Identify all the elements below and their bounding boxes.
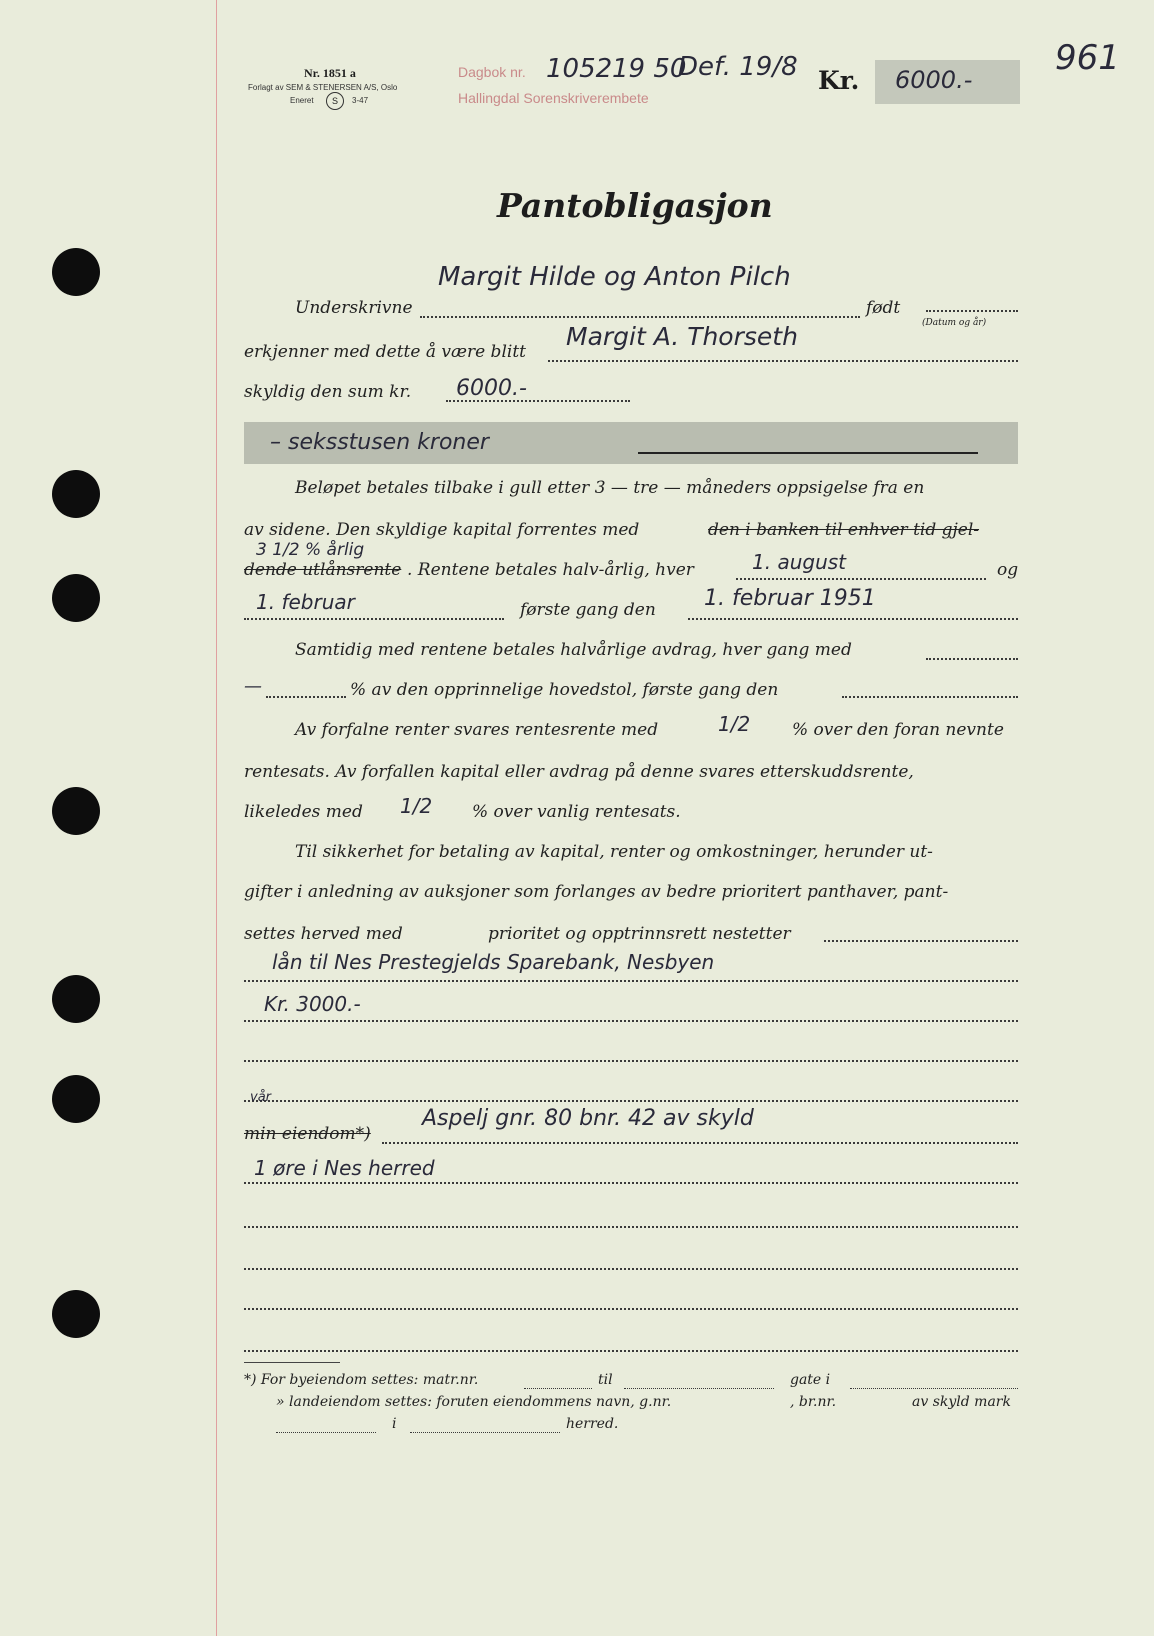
para2-line2: % av den opprinnelige hovedstol, første gang den [350, 680, 779, 700]
kr-amount: 6000.- [895, 66, 973, 94]
kr-label: Kr. [818, 66, 860, 95]
punch-hole [52, 1290, 100, 1338]
para4-line3-b: prioritet og opptrinnsrett nestetter [488, 924, 791, 944]
first-date-dots [688, 618, 1018, 620]
underskrivne-label: Underskrivne [295, 298, 413, 318]
para2-dash: — [244, 676, 262, 697]
priority-dots [824, 940, 1018, 942]
og-label: og [997, 560, 1019, 580]
footnote-gate: gate i [790, 1372, 831, 1388]
punch-hole [52, 248, 100, 296]
stamp-dagbok-label: Dagbok nr. [458, 64, 526, 80]
para4-line3: settes herved med [244, 924, 403, 944]
property-line-1 [382, 1142, 1018, 1144]
first-payment-date: 1. februar 1951 [704, 586, 876, 611]
underskrivne-dots [420, 316, 860, 318]
property-line-2 [244, 1182, 1018, 1184]
punch-hole [52, 470, 100, 518]
prior-lien-text: lån til Nes Prestegjelds Sparebank, Nesbyen [272, 950, 715, 974]
property-description: Aspelj gnr. 80 bnr. 42 av skyld [422, 1106, 754, 1131]
para2-dots-3 [842, 696, 1018, 698]
blank-line-6 [244, 1350, 1018, 1352]
footnote-line1: *) For byeiendom settes: matr.nr. [244, 1372, 479, 1388]
footnote-line2: » landeiendom settes: foruten eiendommens navn, g.nr. [276, 1394, 672, 1410]
punch-hole [52, 975, 100, 1023]
month2-dots [244, 618, 504, 620]
footnote-dots-4 [276, 1432, 376, 1433]
prior-lien-amount: Kr. 3000.- [264, 992, 361, 1016]
para3-line3: likeledes med [244, 802, 363, 822]
erkjenner-label: erkjenner med dette å være blitt [244, 342, 526, 362]
footnote-dots-1 [524, 1388, 592, 1389]
erkjenner-dots [548, 360, 1018, 362]
para2-dots-1 [926, 658, 1018, 660]
para1-line3: . Rentene betales halv-årlig, hver [407, 560, 694, 580]
stamp-office: Hallingdal Sorenskriverembete [458, 90, 649, 106]
publisher-code: 3-47 [352, 96, 369, 105]
para1-struck-text-2: dende utlånsrente [244, 560, 402, 580]
footnote-rule [244, 1362, 340, 1363]
para3-line3-b: % over vanlig rentesats. [472, 802, 681, 822]
footnote-til: til [598, 1372, 613, 1388]
punch-hole [52, 1075, 100, 1123]
rentesrente-value: 1/2 [718, 712, 751, 736]
interest-rate: 3 1/2 % årlig [256, 540, 365, 560]
page-title: Pantobligasjon [497, 186, 773, 225]
blank-line-2 [244, 1100, 1018, 1102]
stamp-date: Def. 19/8 [678, 52, 798, 82]
fodt-label: født [866, 298, 901, 318]
skyldig-label: skyldig den sum kr. [244, 382, 412, 402]
forste-gang-label: første gang den [520, 600, 656, 620]
underskrivne-value: Margit Hilde og Anton Pilch [438, 262, 791, 292]
para2-dots-2 [266, 696, 346, 698]
etterskuddsrente-value: 1/2 [400, 794, 433, 818]
para3-line2: rentesats. Av forfallen kapital eller avdrag på denne svares etterskuddsrente, [244, 762, 914, 782]
interest-month-1: 1. august [752, 550, 847, 574]
stamp-year: 19 50 [612, 54, 687, 84]
footnote-dots-2 [624, 1388, 774, 1389]
para4-line2: gifter i anledning av auksjoner som forlanges av bedre prioritert panthaver, pant- [244, 882, 949, 902]
stamp-number: 1052 [546, 54, 613, 84]
publisher-logo-icon: S [326, 92, 344, 110]
var-correction: vår [250, 1090, 272, 1105]
para1-struck-text: den i banken til enhver tid gjel- [708, 520, 980, 540]
margin-line [216, 0, 217, 1636]
amount-words: – seksstusen kroner [270, 430, 489, 455]
min-eiendom-label: min eiendom*) [244, 1124, 371, 1144]
punch-hole [52, 787, 100, 835]
month1-dots [736, 578, 986, 580]
footnote-i: i [392, 1416, 397, 1432]
blank-line-4 [244, 1268, 1018, 1270]
para2-line1: Samtidig med rentene betales halvårlige avdrag, hver gang med [295, 640, 852, 660]
datum-note: (Datum og år) [922, 318, 987, 328]
prior-line-1 [244, 980, 1018, 982]
punch-hole [52, 574, 100, 622]
para1-line2: av sidene. Den skyldige kapital forrentes med [244, 520, 640, 540]
blank-line-5 [244, 1308, 1018, 1310]
para1-line1: Beløpet betales tilbake i gull etter 3 — tre — måneders oppsigelse fra en [295, 478, 925, 498]
skyldig-value: 6000.- [456, 376, 527, 401]
prior-line-2 [244, 1020, 1018, 1022]
blank-line-3 [244, 1226, 1018, 1228]
footnote-dots-5 [410, 1432, 560, 1433]
publisher-line: Forlagt av SEM & STENERSEN A/S, Oslo [248, 83, 398, 92]
footnote-brnr: , br.nr. [790, 1394, 837, 1410]
footnote-skyld: av skyld mark [912, 1394, 1011, 1410]
amount-words-line [638, 452, 978, 454]
footnote-dots-3 [850, 1388, 1018, 1389]
publisher-eneret: Eneret [290, 96, 314, 105]
page-number: 961 [1055, 38, 1120, 78]
property-location: 1 øre i Nes herred [254, 1156, 435, 1180]
form-number: Nr. 1851 a [304, 66, 356, 80]
fodt-dots [926, 310, 1018, 312]
blank-line-1 [244, 1060, 1018, 1062]
para3-line1: Av forfalne renter svares rentesrente med [295, 720, 659, 740]
interest-month-2: 1. februar [256, 590, 355, 614]
para3-line1-b: % over den foran nevnte [792, 720, 1004, 740]
para4-line1: Til sikkerhet for betaling av kapital, renter og omkostninger, herunder ut- [295, 842, 933, 862]
footnote-herred: herred. [566, 1416, 619, 1432]
erkjenner-value: Margit A. Thorseth [566, 322, 798, 351]
